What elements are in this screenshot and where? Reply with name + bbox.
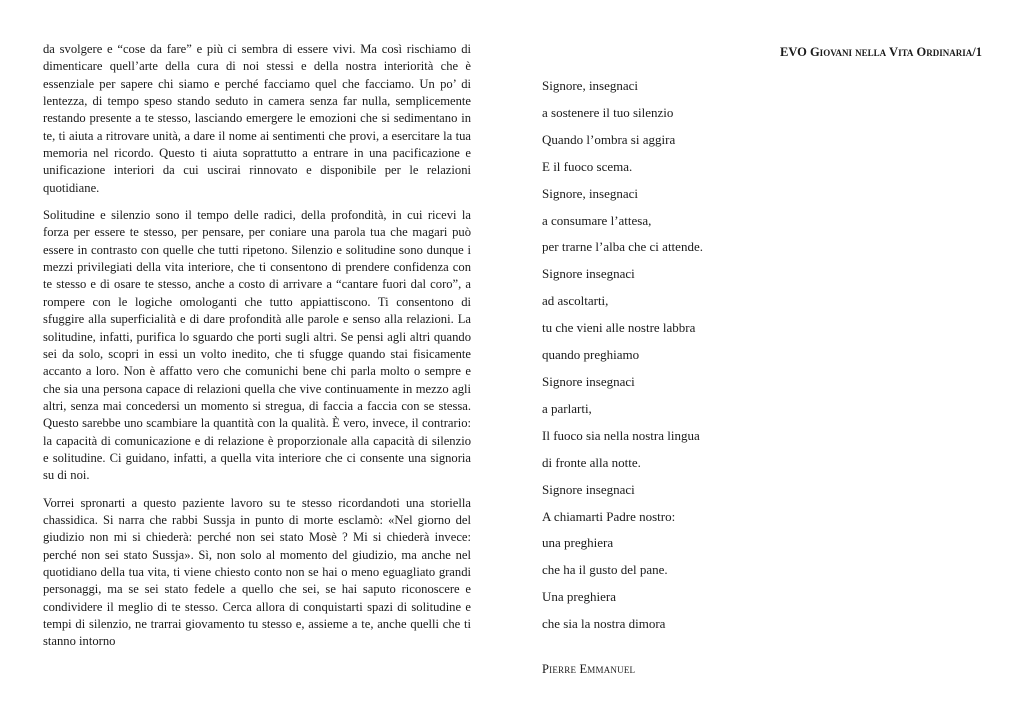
poem-line: A chiamarti Padre nostro: bbox=[542, 508, 676, 524]
poem-line: E il fuoco scema. bbox=[542, 158, 633, 174]
essay-paragraph-3: Vorrei spronarti a questo paziente lavoro su te stesso ricordandoti una storiella chassidica. Si narra che rabbi Sussja in punto di morte esclamò: «Nel giorno del giudizio non mi si chiederà: perché non sei stato Mosè ? Mi si chiederà invece: perché non sei stato Sussja». Sì, non solo al momento del giudizio, ma anche nel quotidiano della tua vita, ti viene chiesto conto non se hai o meno eguagliato grandi personaggi, ma se sei stato fedele a quello che sei, se hai saputo riconoscere e condividere il meglio di te stesso. Cerca allora di conquistarti spazi di solitudine e tempi di silenzio, ne trarrai giovamento tu stesso e, assieme a te, anche quelli che ti stanno intorno bbox=[43, 495, 471, 649]
poem-line: Signore insegnaci bbox=[542, 373, 635, 389]
poem-line: a sostenere il tuo silenzio bbox=[542, 104, 674, 120]
poem-line: tu che vieni alle nostre labbra bbox=[542, 320, 696, 336]
poem-line: che ha il gusto del pane. bbox=[542, 562, 668, 578]
poem-line: a consumare l’attesa, bbox=[542, 212, 652, 228]
poem-line: Una preghiera bbox=[542, 589, 616, 605]
essay-column bbox=[43, 41, 471, 661]
poem-line: Signore insegnaci bbox=[542, 481, 635, 497]
poem-line: Il fuoco sia nella nostra lingua bbox=[542, 427, 700, 443]
essay-paragraph-1: da svolgere e “cose da fare” e più ci sembra di essere vivi. Ma così rischiamo di dimenticare quell’arte della cura di noi stessi e della nostra interiorità che è essenziale per sapere chi siamo e perché facciamo quel che facciamo. Un po’ di lentezza, di tempo speso stando seduto in camera senza far nulla, semplicemente restando presente a te stesso, lasciando emergere le emozioni che si sedimentano in te, ti aiuta a ritrovare unità, a dare il nome ai sentimenti che provi, a esercitare la tua memoria nel ricordo. Questo ti aiuta soprattutto a entrare in una pacificazione e unificazione interiori da cui uscirai rinnovato e disponibile per le relazioni quotidiane. bbox=[43, 42, 471, 195]
poem-line: Signore, insegnaci bbox=[542, 78, 639, 93]
essay-paragraph-2: Solitudine e silenzio sono il tempo delle radici, della profondità, in cui ricevi la forza per essere te stesso, per pensare, per coniare una parola tua che magari può essere in contrasto con quelle che tutti ripetono. Silenzio e solitudine sono dunque i mezzi privilegiati della vita interiore, che ti consentono di prendere confidenza con te stesso e di osare te stesso, anche a costo di arrivare a “cantare fuori dal coro”, a rompere con le logiche omologanti che tutto appiattiscono. Ti consentono di sfuggire alla superficialità e di dare profondità alle parole e senso alla relazioni. La solitudine, infatti, purifica lo sguardo che porti sugli altri. Se pensi agli altri quando sei da solo, scopri in essi un volto inedito, che ti sfugge quando stai fisicamente accanto a loro. Non è affatto vero che comunichi bene chi parla molto o sempre e che sia una persona capace di relazioni quella che vive continuamente in mezzo agli altri, senza mai concedersi un momento si stregua, di faccia a faccia con se stessa. Questo sarebbe uno scambiare la quantità con la qualità. È vero, invece, il contrario: la capacità di comunicazione e di relazione è proporzionale alla capacità di silenzio e solitudine. Ci guidano, infatti, a quella vita interiore che ci consente una signoria su di noi. bbox=[43, 208, 471, 483]
page-header: EVO Giovani nella Vita Ordinaria/1 bbox=[780, 45, 982, 59]
poem-line: una preghiera bbox=[542, 535, 614, 551]
poem-line: Signore, insegnaci bbox=[542, 185, 639, 201]
poem-line: Signore insegnaci bbox=[542, 266, 635, 282]
poem-column bbox=[542, 44, 982, 638]
poem-line: quando preghiamo bbox=[542, 347, 640, 363]
poem-line: per trarne l’alba che ci attende. bbox=[542, 239, 703, 255]
poem-line: ad ascoltarti, bbox=[542, 293, 609, 309]
poem-author: Pierre Emmanuel bbox=[542, 662, 636, 676]
poem-line: di fronte alla notte. bbox=[542, 454, 641, 470]
poem bbox=[542, 73, 982, 638]
poem-line: che sia la nostra dimora bbox=[542, 616, 666, 632]
poem-line: a parlarti, bbox=[542, 400, 592, 416]
poem-line: Quando l’ombra si aggira bbox=[542, 131, 676, 147]
